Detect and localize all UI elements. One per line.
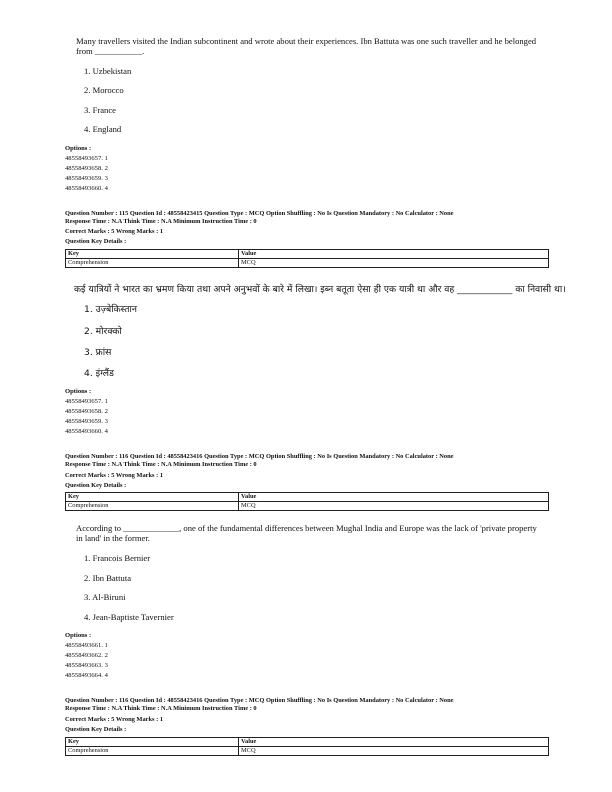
option-id: 48558493660. 4: [65, 428, 108, 435]
question-meta-line: Question Number : 116 Question Id : 48558423416 Question Type : MCQ Option Shuffling : No Is Question Mandatory : No Calculator : None: [65, 453, 454, 460]
table-row: [66, 502, 549, 511]
marks-line: Correct Marks : 5 Wrong Marks : 1: [65, 716, 164, 723]
choice-1: 1. उज़्बेकिस्तान: [84, 304, 137, 315]
options-label: Options :: [65, 145, 92, 152]
option-id: 48558493659. 3: [65, 418, 108, 425]
table-cell-key: Comprehension: [66, 747, 239, 756]
table-header-key: Key: [66, 738, 239, 747]
choice-3: 3. फ्रांस: [84, 347, 112, 358]
choice-3: 3. France: [84, 105, 116, 115]
table-cell-value: MCQ: [239, 502, 549, 511]
table-row: [66, 493, 549, 502]
key-details-label: Question Key Details :: [65, 726, 127, 733]
choice-3: 3. Al-Biruni: [84, 592, 126, 602]
table-header-key: Key: [66, 250, 239, 259]
question-text-line: Many travellers visited the Indian subcontinent and wrote about their experiences. Ibn Battuta was one such traveller and he belonged: [76, 36, 537, 46]
options-label: Options :: [65, 632, 92, 639]
question-text-line: According to _____________, one of the fundamental differences between Mughal India and Europe was the lack of 'private property: [76, 523, 537, 533]
choice-2: 2. Morocco: [84, 85, 124, 95]
key-value-table: [65, 492, 549, 511]
question-text-line: from ___________.: [76, 46, 145, 56]
option-id: 48558493660. 4: [65, 185, 108, 192]
key-details-label: Question Key Details :: [65, 482, 127, 489]
question-meta-line: Question Number : 115 Question Id : 48558423415 Question Type : MCQ Option Shuffling : No Is Question Mandatory : No Calculator : None: [65, 210, 454, 217]
choice-2: 2. Ibn Battuta: [84, 573, 132, 583]
option-id: 48558493657. 1: [65, 155, 108, 162]
option-id: 48558493664. 4: [65, 672, 108, 679]
table-header-value: Value: [239, 493, 549, 502]
option-id: 48558493657. 1: [65, 398, 108, 405]
table-cell-key: Comprehension: [66, 259, 239, 268]
table-header-value: Value: [239, 738, 549, 747]
question-meta-line: Question Number : 116 Question Id : 48558423416 Question Type : MCQ Option Shuffling : No Is Question Mandatory : No Calculator : None: [65, 697, 454, 704]
marks-line: Correct Marks : 5 Wrong Marks : 1: [65, 228, 164, 235]
table-cell-value: MCQ: [239, 747, 549, 756]
question-text-hindi: कई यात्रियों ने भारत का भ्रमण किया तथा अपने अनुभवों के बारे में लिखा। इब्न बतूता ऐसा ही एक यात्री था और वह ____________ का निवासी था।: [74, 284, 566, 295]
question-meta-line: Response Time : N.A Think Time : N.A Minimum Instruction Time : 0: [65, 705, 257, 712]
choice-4: 4. Jean-Baptiste Tavernier: [84, 612, 174, 622]
table-row: [66, 747, 549, 756]
question-text-line: in land' in the former.: [76, 533, 150, 543]
choice-1: 1. Francois Bernier: [84, 553, 151, 563]
choice-4: 4. इंग्लैंड: [84, 368, 114, 379]
table-row: [66, 259, 549, 268]
choice-1: 1. Uzbekistan: [84, 66, 132, 76]
option-id: 48558493662. 2: [65, 652, 108, 659]
option-id: 48558493661. 1: [65, 642, 108, 649]
choice-2: 2. मोरक्को: [84, 326, 122, 337]
option-id: 48558493658. 2: [65, 408, 108, 415]
table-header-value: Value: [239, 250, 549, 259]
table-cell-key: Comprehension: [66, 502, 239, 511]
options-label: Options :: [65, 388, 92, 395]
table-header-key: Key: [66, 493, 239, 502]
table-row: [66, 738, 549, 747]
key-value-table: [65, 249, 549, 268]
option-id: 48558493659. 3: [65, 175, 108, 182]
question-meta-line: Response Time : N.A Think Time : N.A Minimum Instruction Time : 0: [65, 218, 257, 225]
table-row: [66, 250, 549, 259]
option-id: 48558493663. 3: [65, 662, 108, 669]
choice-4: 4. England: [84, 124, 122, 134]
key-details-label: Question Key Details :: [65, 238, 127, 245]
option-id: 48558493658. 2: [65, 165, 108, 172]
marks-line: Correct Marks : 5 Wrong Marks : 1: [65, 472, 164, 479]
table-cell-value: MCQ: [239, 259, 549, 268]
question-meta-line: Response Time : N.A Think Time : N.A Minimum Instruction Time : 0: [65, 461, 257, 468]
key-value-table: [65, 737, 549, 756]
